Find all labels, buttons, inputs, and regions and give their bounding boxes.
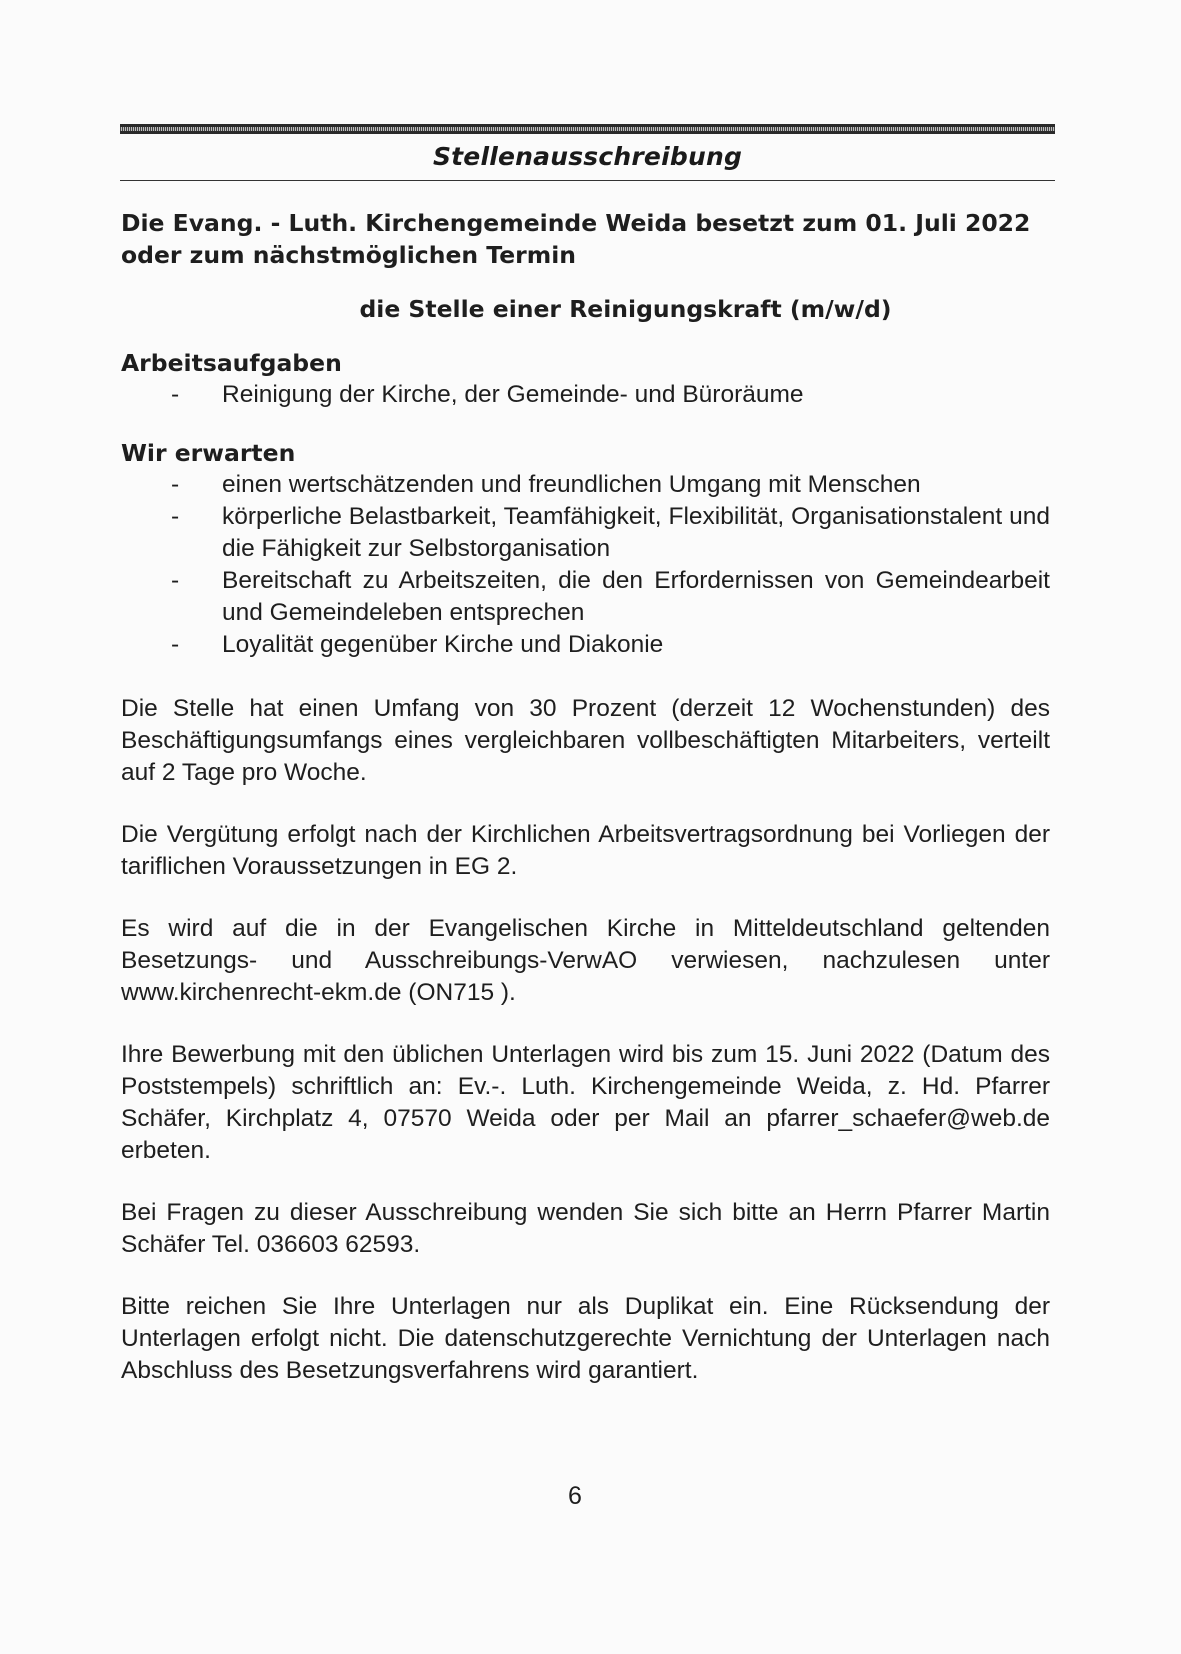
dash-bullet: - [171, 631, 180, 658]
page-header-title: Stellenausschreibung [432, 142, 743, 171]
expectations-list [121, 469, 1050, 661]
list-item [121, 565, 1050, 629]
expectations-heading: Wir erwarten [121, 439, 296, 467]
dash-bullet: - [171, 471, 180, 498]
list-item-text: Bereitschaft zu Arbeitszeiten, die den Erfordernissen von Gemeindearbeit und Gemeindeleben entsprechen [222, 567, 1050, 626]
header-rule-single [120, 180, 1055, 181]
list-item-text: körperliche Belastbarkeit, Teamfähigkeit, Flexibilität, Organisationstalent und die Fähigkeit zur Selbstorganisation [222, 503, 1050, 562]
job-posting-body [121, 207, 1050, 1387]
position-title: die Stelle einer Reinigungskraft (m/w/d) [359, 295, 892, 323]
scope-paragraph: Die Stelle hat einen Umfang von 30 Prozent (derzeit 12 Wochenstunden) des Beschäftigungsumfangs eines vergleichbaren vollbeschäftigten Mitarbeiters, verteilt auf 2 Tage pro Woche. [121, 695, 1050, 786]
list-item-text: Reinigung der Kirche, der Gemeinde- und Büroräume [222, 381, 804, 408]
documents-paragraph: Bitte reichen Sie Ihre Unterlagen nur als Duplikat ein. Eine Rücksendung der Unterlagen erfolgt nicht. Die datenschutzgerechte Vernichtung der Unterlagen nach Abschluss des Besetzungsverfahrens wird garantiert. [121, 1293, 1050, 1384]
questions-paragraph: Bei Fragen zu dieser Ausschreibung wenden Sie sich bitte an Herrn Pfarrer Martin Schäfer Tel. 036603 62593. [121, 1199, 1050, 1258]
list-item [121, 629, 1050, 661]
dash-bullet: - [171, 503, 180, 530]
intro-text: Die Evang. - Luth. Kirchengemeinde Weida besetzt zum 01. Juli 2022 oder zum nächstmöglichen Termin [121, 209, 1031, 269]
header-rule-double [120, 124, 1055, 134]
application-paragraph: Ihre Bewerbung mit den üblichen Unterlagen wird bis zum 15. Juni 2022 (Datum des Poststempels) schriftlich an: Ev.-. Luth. Kirchengemeinde Weida, z. Hd. Pfarrer Schäfer, Kirchplatz 4, 07570 Weida oder per Mail an pfarrer_schaefer@web.de erbeten. [121, 1041, 1050, 1164]
tasks-heading: Arbeitsaufgaben [121, 349, 342, 377]
pay-paragraph: Die Vergütung erfolgt nach der Kirchlichen Arbeitsvertragsordnung bei Vorliegen der tariflichen Voraussetzungen in EG 2. [121, 821, 1050, 880]
dash-bullet: - [171, 381, 180, 408]
list-item [121, 501, 1050, 565]
dash-bullet: - [171, 567, 180, 594]
page-number: 6 [568, 1482, 582, 1510]
list-item [121, 469, 1050, 501]
list-item-text: einen wertschätzenden und freundlichen Umgang mit Menschen [222, 471, 921, 498]
tasks-list [121, 379, 1050, 411]
regulations-paragraph: Es wird auf die in der Evangelischen Kirche in Mitteldeutschland geltenden Besetzungs- und Ausschreibungs-VerwAO verwiesen, nachzulesen unter www.kirchenrecht-ekm.de (ON715 ). [121, 915, 1050, 1006]
list-item-text: Loyalität gegenüber Kirche und Diakonie [222, 631, 664, 658]
list-item [121, 379, 1050, 411]
